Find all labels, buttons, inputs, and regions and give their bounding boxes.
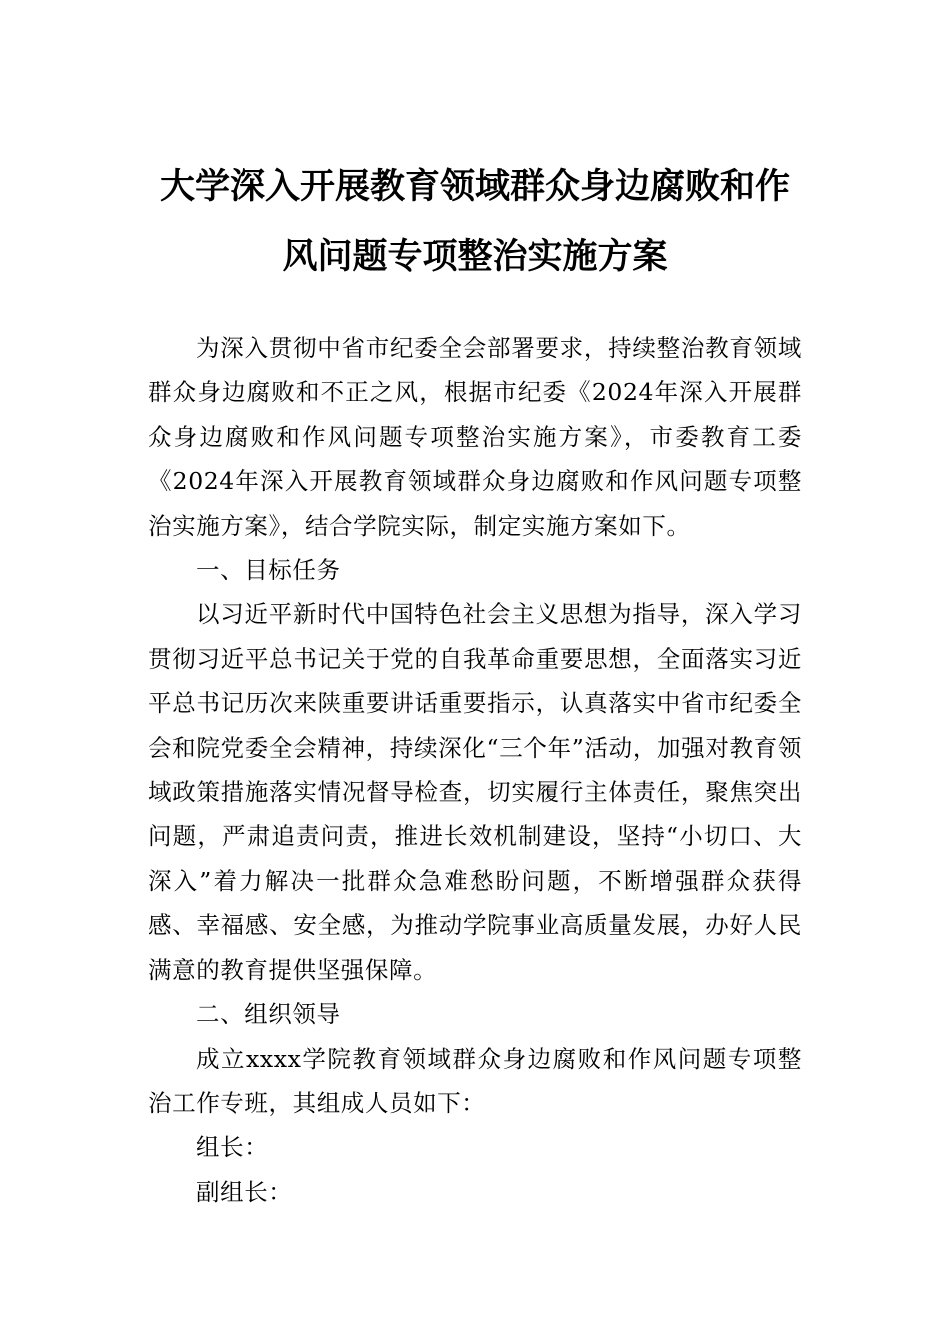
section-heading-organization: 二、组织领导 — [196, 1000, 341, 1029]
document-title-line-2: 风问题专项整治实施方案 — [282, 237, 668, 277]
section-heading-goals: 一、目标任务 — [196, 556, 341, 585]
deputy-leader-label: 副组长： — [196, 1177, 293, 1206]
leader-label: 组长： — [196, 1133, 269, 1162]
document-title-line-1: 大学深入开展教育领域群众身边腐败和作 — [159, 167, 790, 207]
goals-paragraph: 以习近平新时代中国特色社会主义思想为指导，深入学习贯彻习近平总书记关于党的自我革命重要思想，全面落实习近平总书记历次来陕重要讲话重要指示，认真落实中省市纪委全会和院党委全会精神，持续深化“三个年”活动，加强对教育领域政策措施落实情况督导检查，切实履行主体责任，聚焦突出问题，严肃追责问责，推进长效机制建设，坚持“小切口、大深入”着力解决一批群众急难愁盼问题，不断增强群众获得感、幸福感、安全感，为推动学院事业高质量发展，办好人民满意的教育提供坚强保障。 — [148, 600, 802, 984]
organization-paragraph: 成立xxxx学院教育领域群众身边腐败和作风问题专项整治工作专班，其组成人员如下： — [148, 1044, 802, 1117]
document-body — [148, 326, 802, 1214]
intro-paragraph: 为深入贯彻中省市纪委全会部署要求，持续整治教育领域群众身边腐败和不正之风，根据市纪委《2024年深入开展群众身边腐败和作风问题专项整治实施方案》，市委教育工委《2024年深入开展教育领域群众身边腐败和作风问题专项整治实施方案》，结合学院实际，制定实施方案如下。 — [148, 334, 802, 540]
